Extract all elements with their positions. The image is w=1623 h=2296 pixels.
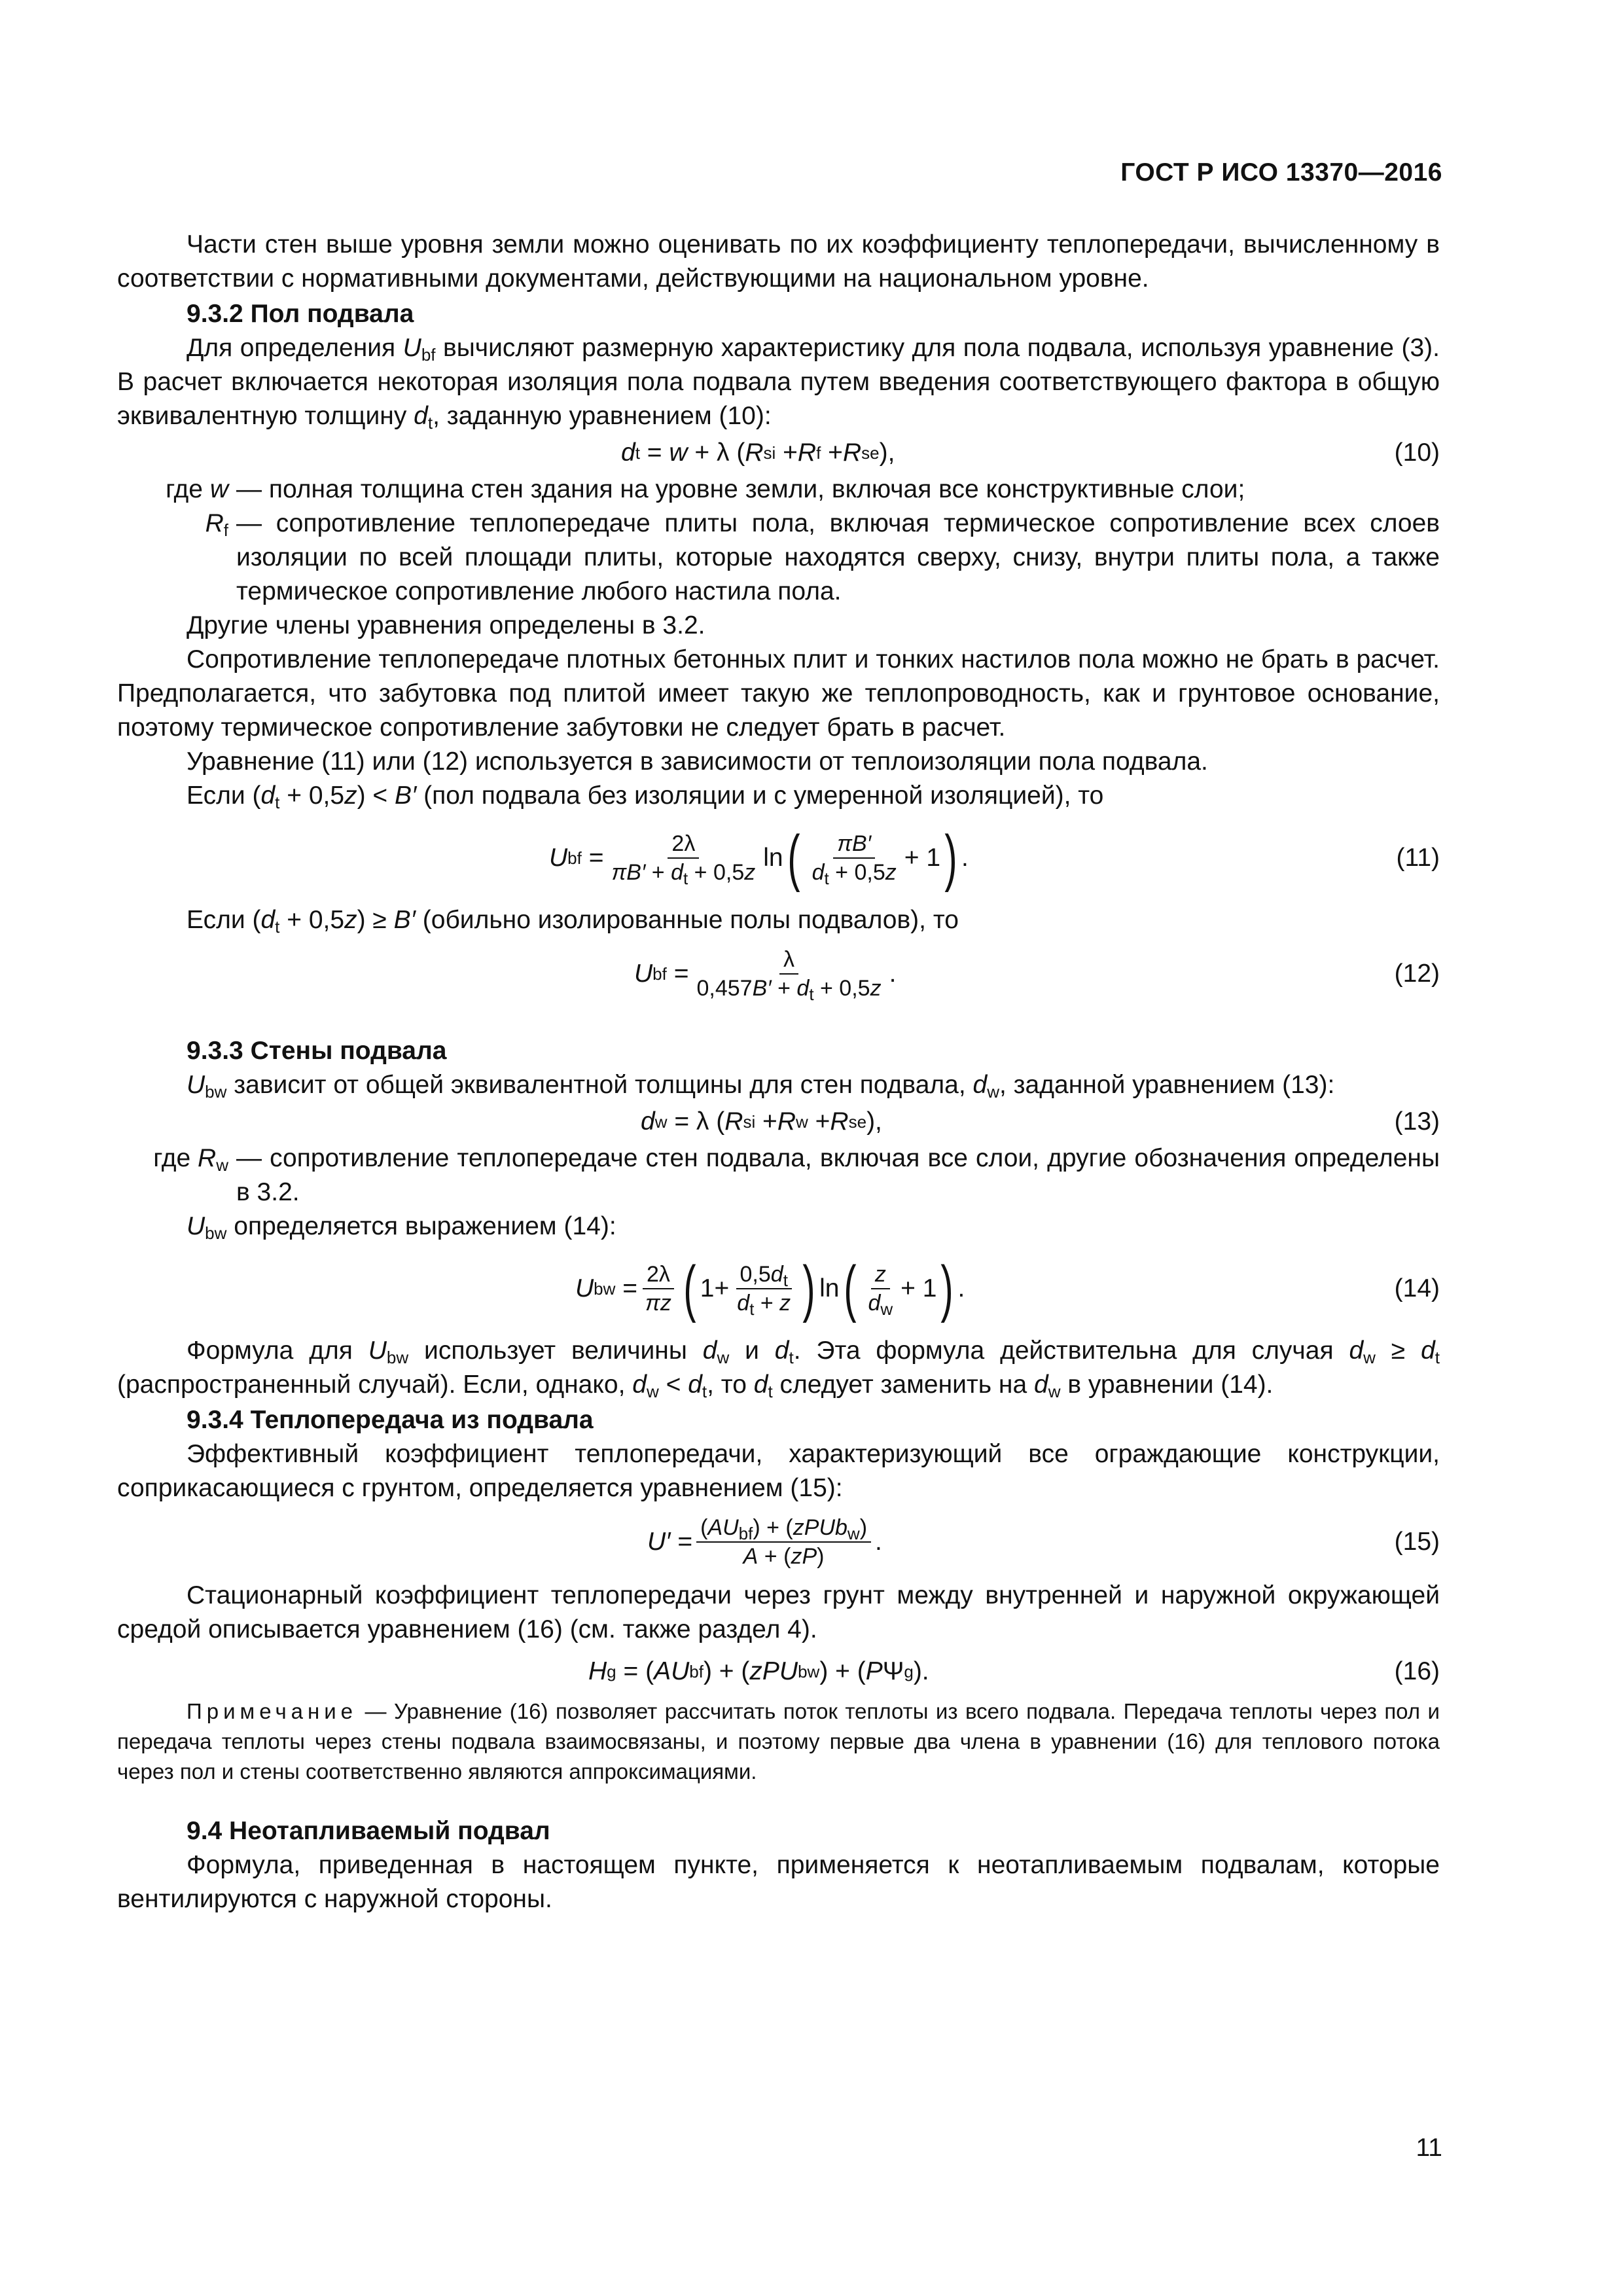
equation-11: U bf = $\frac{2\lambda}{\pi B' + d_t + 0,5z}$ ln ( $\frac{\pi B'}{d_t + 0,5z}$ + 1 ) . (11)	[549, 823, 1440, 893]
note: Примечание — Уравнение (16) позволяет рассчитать поток теплоты из всего подвала. Передача теплоты через пол и передача теплоты через стены подвала взаимосвязаны, и поэтому первые два члена в уравнении (16) для теплового потока через пол и стены соответственно являются аппроксимациями.	[117, 1699, 1440, 1784]
section-9-3-3-title: 9.3.3 Стены подвала	[187, 1037, 447, 1065]
paragraph: Формула, приведенная в настоящем пункте, применяется к неотапливаемым подвалам, которые вентилируются с наружной стороны.	[117, 1851, 1440, 1913]
equation-12: U bf = $\frac{\lambda}{0,457B' + d_t + 0,5z}$ . (12)	[634, 947, 1440, 1004]
note-label: Примечание	[187, 1699, 358, 1723]
equation-number: (11)	[1396, 844, 1440, 872]
equation-14: U bw = $\frac{2\lambda}{\pi z}$ ( 1+ $\frac{0,5d_t}{d_t + z}$ ) ln ( $\frac{z}{d_w}$ + 1 ) . (14)	[575, 1253, 1440, 1323]
intro-paragraph: Части стен выше уровня земли можно оценивать по их коэффициенту теплопередачи, вычисленному в соответствии с нормативными документами, действующими на национальном уровне.	[117, 230, 1440, 293]
definitions-list: где $R_w$ — сопротивление теплопередаче стен подвала, включая все слои, другие обозначения определены в 3.2.	[117, 1141, 1440, 1210]
equation-13: d w = λ ( R si + R w + R se ), (13)	[117, 1102, 1440, 1141]
paragraph: $U_{bw}$ зависит от общей эквивалентной толщины для стен подвала, $d_w$, заданной уравнением (13):	[187, 1071, 1335, 1102]
standard-header: ГОСТ Р ИСО 13370—2016	[1120, 158, 1442, 187]
paragraph: Уравнение (11) или (12) используется в зависимости от теплоизоляции пола подвала.	[187, 747, 1208, 776]
equation-number: (12)	[1394, 960, 1440, 988]
equation-number: (16)	[1394, 1657, 1440, 1685]
definition-w: — полная толщина стен здания на уровне земли, включая все конструктивные слои;	[236, 475, 1245, 503]
definition-rw: — сопротивление теплопередаче стен подвала, включая все слои, другие обозначения определены в 3.2.	[236, 1144, 1440, 1206]
section-9-4-title: 9.4 Неотапливаемый подвал	[187, 1817, 550, 1845]
paragraph: Стационарный коэффициент теплопередачи через грунт между внутренней и наружной окружающей средой описывается уравнением (16) (см. также раздел 4).	[117, 1581, 1440, 1643]
paragraph: Сопротивление теплопередаче плотных бетонных плит и тонких настилов пола можно не брать в расчет. Предполагается, что забутовка под плитой имеет такую же теплопроводность, как и грунтовое основание, поэтому термическое сопротивление забутовки не следует брать в расчет.	[117, 645, 1440, 742]
equation-number: (13)	[1394, 1107, 1440, 1136]
section-9-3-4-title: 9.3.4 Теплопередача из подвала	[187, 1406, 594, 1434]
paragraph: Другие члены уравнения определены в 3.2.	[187, 611, 705, 639]
equation-16: H g = ( AU bf ) + ( zPU bw ) + ( P Ψ g ). (16)	[117, 1652, 1440, 1691]
paragraph: Если $(d_t + 0,5z) < B'$ (пол подвала без изоляции и с умеренной изоляцией), то	[187, 781, 1104, 812]
paragraph: Эффективный коэффициент теплопередачи, характеризующий все ограждающие конструкции, соприкасающиеся с грунтом, определяется уравнением (15):	[117, 1440, 1440, 1502]
equation-number: (10)	[1394, 439, 1440, 467]
section-9-3-2-title: 9.3.2 Пол подвала	[187, 300, 414, 328]
page-content	[117, 228, 1440, 1916]
paragraph: $U_{bw}$ определяется выражением (14):	[187, 1212, 616, 1243]
paragraph: Для определения $U_{bf}$ вычисляют размерную характеристику для пола подвала, используя уравнение (3). В расчет включается некоторая изоляция пола подвала путем введения соответствующего фактора в общую эквивалентную толщину $d_t$, заданную уравнением (10):	[117, 334, 1440, 433]
page-number: 11	[1416, 2134, 1442, 2162]
equation-number: (15)	[1394, 1528, 1440, 1556]
equation-number: (14)	[1394, 1274, 1440, 1302]
paragraph: Если $(d_t + 0,5z) \ge B'$ (обильно изолированные полы подвалов), то	[187, 906, 959, 937]
definitions-list: где w — полная толщина стен здания на уровне земли, включая все конструктивные слои; $R_f$ — сопротивление теплопередаче плиты пола, включая термическое сопротивление всех слоев изоляции по всей площади плиты, которые находятся сверху, снизу, внутри плиты пола, а также термическое сопротивление любого настила пола.	[117, 473, 1440, 609]
paragraph: Формула для $U_{bw}$ использует величины $d_w$ и $d_t$. Эта формула действительна для случая $d_w \ge d_t$ (распространенный случай). Если, однако, $d_w < d_t$, то $d_t$ следует заменить на $d_w$ в уравнении (14).	[117, 1336, 1440, 1401]
equation-10: d t = w + λ ( R si + R f + R se ), (10)	[117, 433, 1440, 473]
definition-rf: — сопротивление теплопередаче плиты пола, включая термическое сопротивление всех слоев изоляции по всей площади плиты, которые находятся сверху, снизу, внутри плиты пола, а также термическое сопротивление любого настила пола.	[236, 509, 1440, 605]
equation-15: U′ = $\frac{(AU_{bf}) + (zPUb_w)}{A + (zP)}$ . (15)	[647, 1515, 1440, 1569]
